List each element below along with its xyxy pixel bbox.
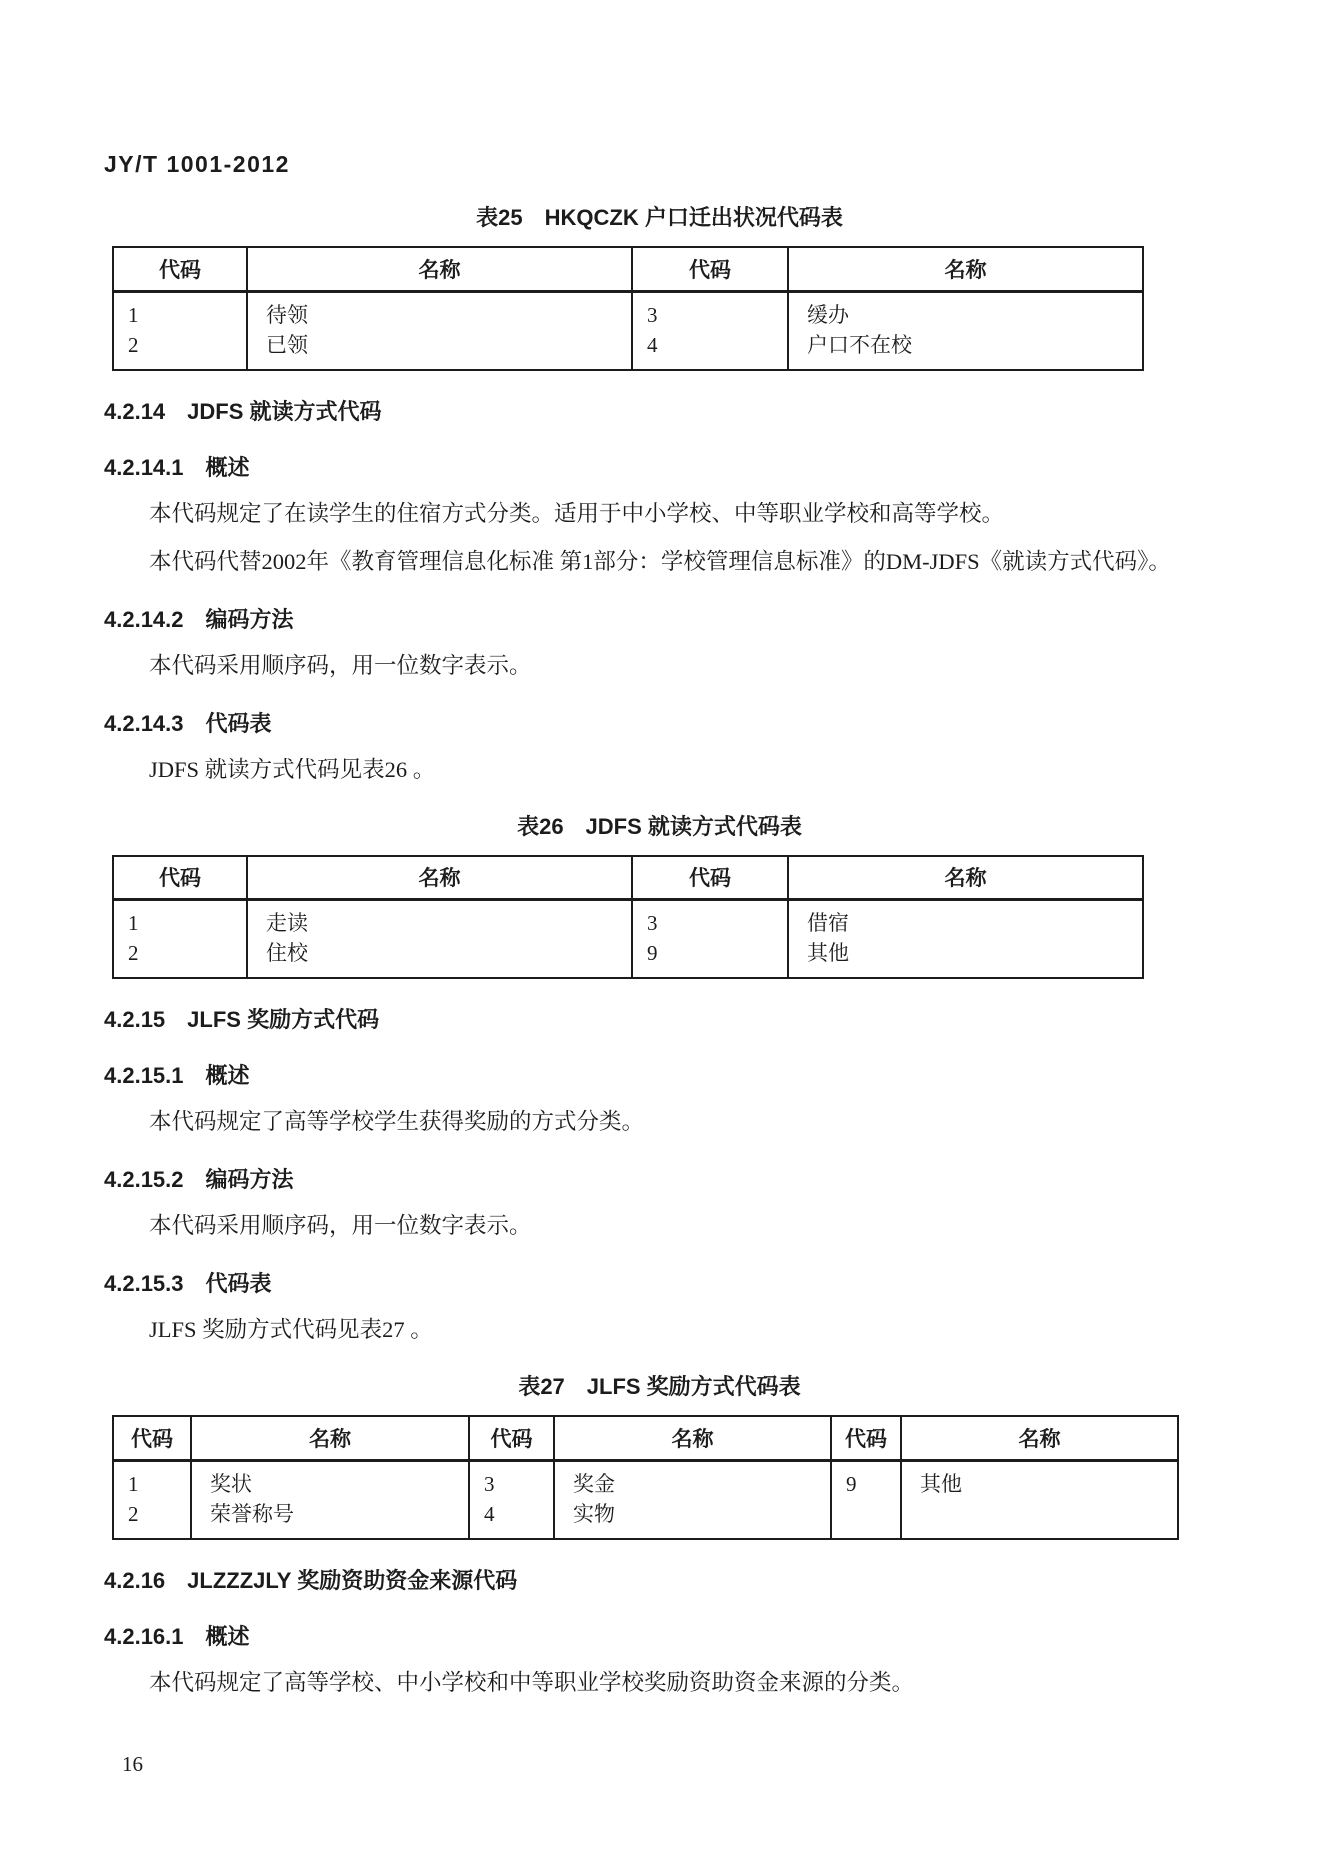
code-cell [632, 900, 788, 979]
code-cell [113, 291, 247, 370]
code-value: 1 [128, 1471, 139, 1496]
name-value: 奖状 [210, 1471, 252, 1496]
code-value: 4 [484, 1501, 495, 1526]
column-header-code: 代码 [831, 1416, 901, 1460]
code-value: 3 [647, 911, 658, 935]
name-value: 户口不在校 [807, 332, 912, 357]
section-4-2-16-heading: 4.2.16 JLZZZJLY 奖励资助资金来源代码 [104, 1567, 518, 1593]
column-header-name: 名称 [788, 856, 1143, 900]
paragraph: 本代码规定了在读学生的住宿方式分类。适用于中小学校、中等职业学校和高等学校。 [149, 500, 1005, 526]
name-value: 实物 [573, 1501, 615, 1526]
name-value: 其他 [807, 941, 849, 965]
name-value: 荣誉称号 [210, 1501, 294, 1526]
column-header-name: 名称 [788, 247, 1143, 291]
code-cell [113, 900, 247, 979]
doc-number: JY/T 1001-2012 [104, 151, 290, 177]
code-cell [831, 1460, 901, 1539]
section-4-2-14-2-heading: 4.2.14.2 编码方法 [104, 606, 294, 632]
column-header-name: 名称 [247, 247, 632, 291]
column-header-code: 代码 [113, 856, 247, 900]
table27 [112, 1415, 1179, 1540]
code-cell [469, 1460, 554, 1539]
table26-body-row [113, 900, 1143, 979]
table25 [112, 246, 1144, 371]
table26-header-row [113, 856, 1143, 900]
name-cell [554, 1460, 831, 1539]
code-value: 9 [846, 1471, 857, 1496]
name-value: 缓办 [807, 302, 849, 327]
code-cell [632, 291, 788, 370]
name-cell [247, 900, 632, 979]
paragraph: 本代码采用顺序码，用一位数字表示。 [149, 652, 532, 678]
column-header-name: 名称 [901, 1416, 1178, 1460]
column-header-name: 名称 [554, 1416, 831, 1460]
section-4-2-14-heading: 4.2.14 JDFS 就读方式代码 [104, 398, 382, 424]
code-value: 3 [647, 302, 658, 327]
name-cell [901, 1460, 1178, 1539]
name-cell [247, 291, 632, 370]
section-4-2-16-1-heading: 4.2.16.1 概述 [104, 1623, 250, 1649]
name-value [902, 1499, 1177, 1529]
paragraph: 本代码代替2002年《教育管理信息化标准 第1部分：学校管理信息标准》的DM-JDFS《就读方式代码》。 [149, 548, 1171, 574]
name-value: 已领 [266, 332, 308, 357]
column-header-code: 代码 [632, 856, 788, 900]
paragraph: 本代码规定了高等学校学生获得奖励的方式分类。 [149, 1109, 645, 1134]
column-header-name: 名称 [191, 1416, 469, 1460]
name-cell [788, 900, 1143, 979]
section-4-2-15-heading: 4.2.15 JLFS 奖励方式代码 [104, 1007, 380, 1032]
name-cell [191, 1460, 469, 1539]
table27-title: 表27 JLFS 奖励方式代码表 [518, 1374, 801, 1399]
column-header-code: 代码 [113, 247, 247, 291]
column-header-code: 代码 [469, 1416, 554, 1460]
code-value: 2 [128, 1501, 139, 1526]
column-header-code: 代码 [113, 1416, 191, 1460]
table27-header-row [113, 1416, 1178, 1460]
paragraph: 本代码规定了高等学校、中小学校和中等职业学校奖励资助资金来源的分类。 [149, 1669, 915, 1695]
code-value: 2 [128, 332, 139, 357]
code-value: 4 [647, 332, 658, 357]
paragraph: JLFS 奖励方式代码见表27 。 [149, 1317, 433, 1342]
section-4-2-15-3-heading: 4.2.15.3 代码表 [104, 1271, 272, 1296]
section-4-2-14-3-heading: 4.2.14.3 代码表 [104, 710, 272, 736]
code-value [832, 1499, 900, 1529]
name-value: 奖金 [573, 1471, 615, 1496]
column-header-code: 代码 [632, 247, 788, 291]
table27-body-row [113, 1460, 1178, 1539]
code-value: 3 [484, 1471, 495, 1496]
paragraph: 本代码采用顺序码，用一位数字表示。 [149, 1213, 532, 1238]
name-value: 其他 [920, 1471, 962, 1496]
table25-title: 表25 HKQCZK 户口迁出状况代码表 [476, 205, 843, 230]
name-cell [788, 291, 1143, 370]
name-value: 借宿 [807, 911, 849, 935]
paragraph: JDFS 就读方式代码见表26 。 [149, 756, 436, 782]
page-number: 16 [122, 1752, 143, 1776]
section-4-2-14-1-heading: 4.2.14.1 概述 [104, 454, 250, 480]
table25-header-row [113, 247, 1143, 291]
column-header-name: 名称 [247, 856, 632, 900]
code-cell [113, 1460, 191, 1539]
name-value: 待领 [266, 302, 308, 327]
code-value: 1 [128, 911, 139, 935]
code-value: 1 [128, 302, 139, 327]
section-4-2-15-2-heading: 4.2.15.2 编码方法 [104, 1167, 294, 1192]
table26-title: 表26 JDFS 就读方式代码表 [517, 813, 802, 839]
code-value: 9 [647, 941, 658, 965]
section-4-2-15-1-heading: 4.2.15.1 概述 [104, 1063, 250, 1088]
name-value: 住校 [266, 941, 308, 965]
table25-body-row [113, 291, 1143, 370]
name-value: 走读 [266, 911, 308, 935]
code-value: 2 [128, 941, 139, 965]
table26 [112, 855, 1144, 980]
